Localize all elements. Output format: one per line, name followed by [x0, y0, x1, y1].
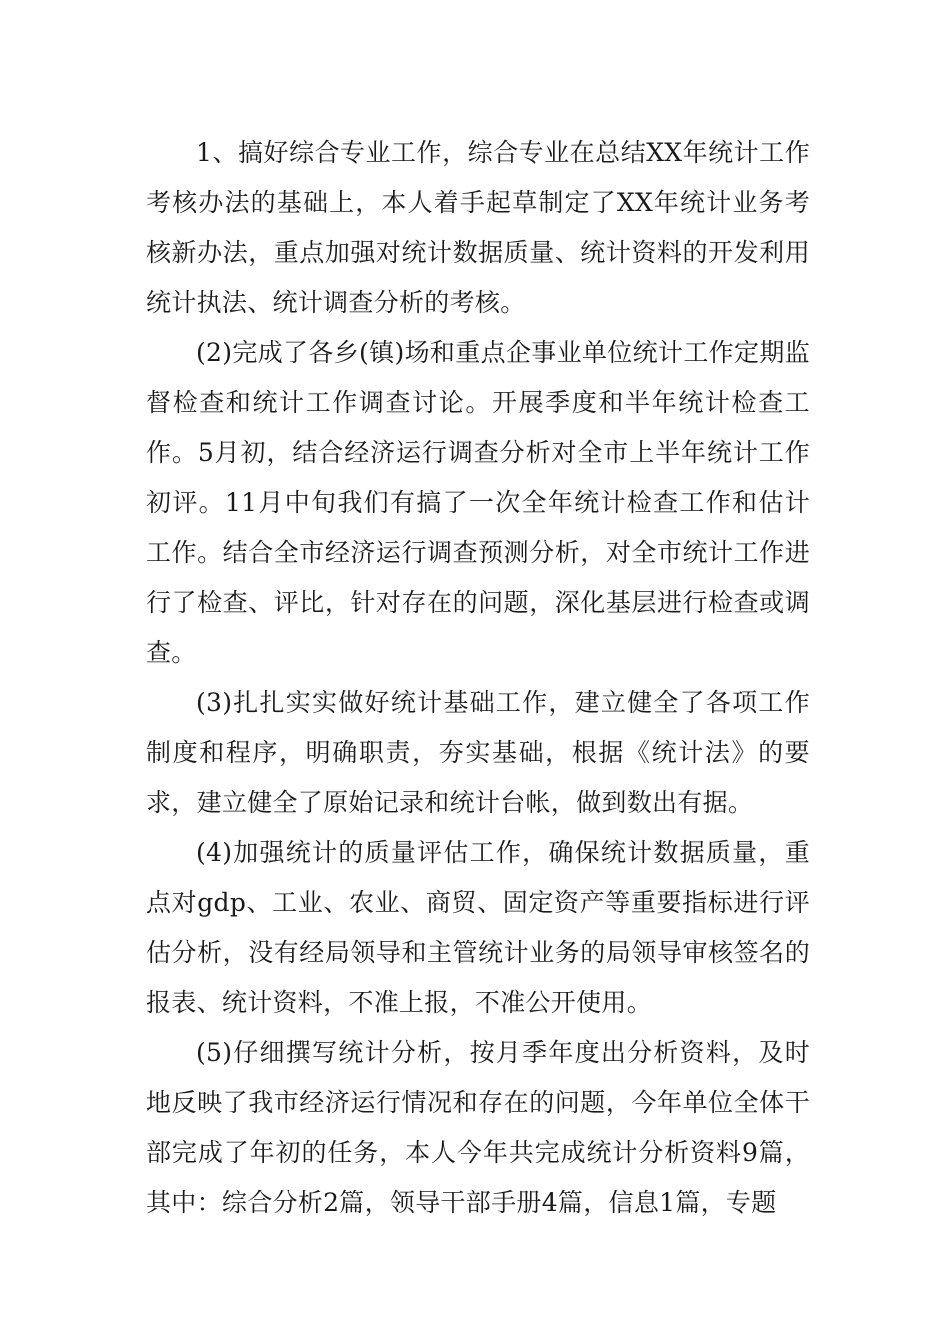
paragraph-2: (2)完成了各乡(镇)场和重点企事业单位统计工作定期监督检查和统计工作调查讨论。开展季度和半年统计检查工作。5月初，结合经济运行调查分析对全市上半年统计工作初评。11月中旬我们有搞了一次全年统计检查工作和估计工作。结合全市经济运行调查预测分析，对全市统计工作进行了检查、评比，针对存在的问题，深化基层进行检查或调查。: [146, 338, 810, 667]
paragraph-4: (4)加强统计的质量评估工作，确保统计数据质量，重点对gdp、工业、农业、商贸、固定资产等重要指标进行评估分析，没有经局领导和主管统计业务的局领导审核签名的报表、统计资料，不准上报，不准公开使用。: [146, 838, 810, 1017]
document-body: [146, 128, 810, 1228]
paragraph-3: (3)扎扎实实做好统计基础工作，建立健全了各项工作制度和程序，明确职责，夯实基础，根据《统计法》的要求，建立健全了原始记录和统计台帐，做到数出有据。: [146, 688, 810, 817]
paragraph-1: 1、搞好综合专业工作，综合专业在总结XX年统计工作考核办法的基础上，本人着手起草制定了XX年统计业务考核新办法，重点加强对统计数据质量、统计资料的开发利用统计执法、统计调查分析的考核。: [146, 138, 810, 317]
paragraph-5: (5)仔细撰写统计分析，按月季年度出分析资料，及时地反映了我市经济运行情况和存在的问题，今年单位全体干部完成了年初的任务，本人今年共完成统计分析资料9篇，其中：综合分析2篇，领导干部手册4篇，信息1篇，专题: [146, 1038, 810, 1217]
